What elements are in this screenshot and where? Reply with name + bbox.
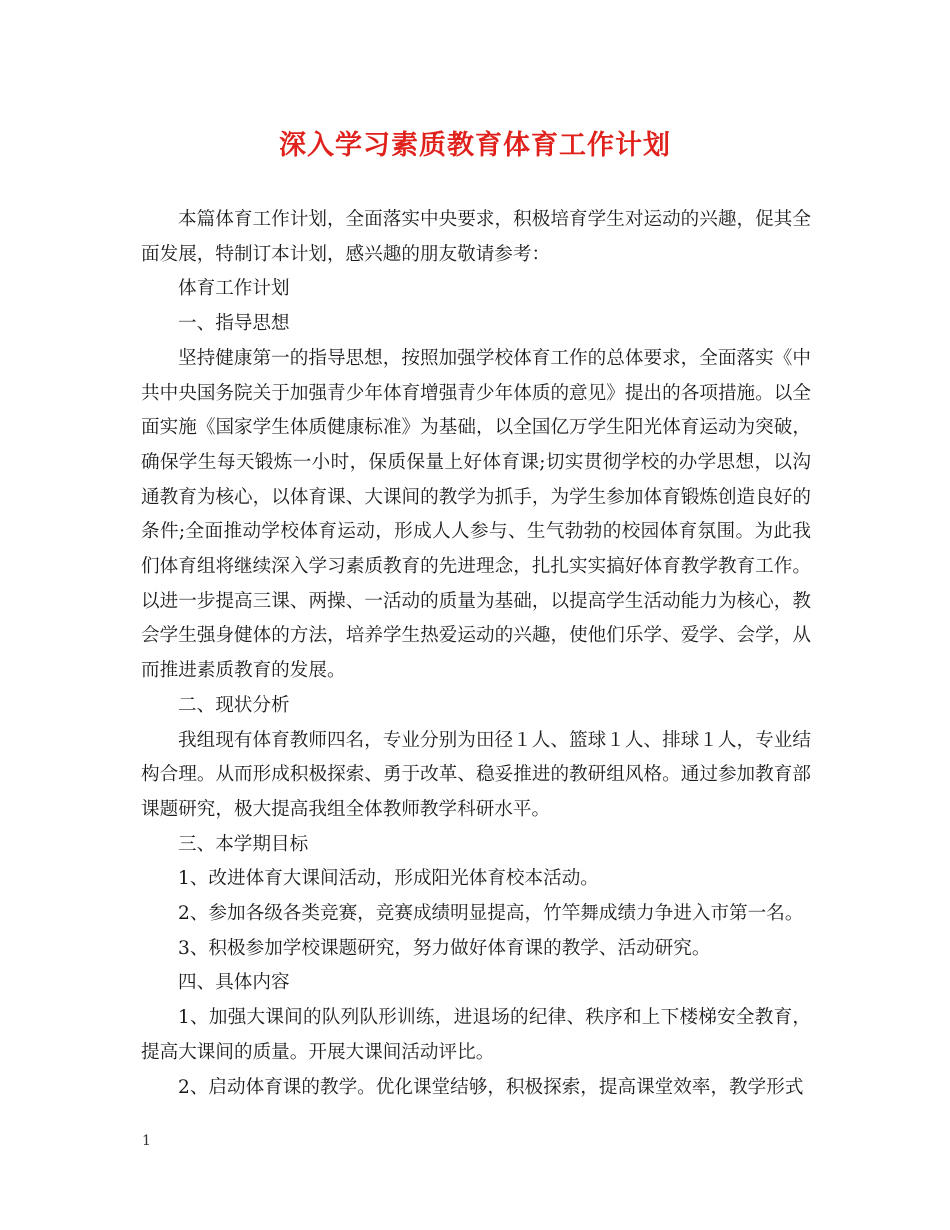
content-item-2: 2、启动体育课的教学。优化课堂结够，积极探索，提高课堂效率，教学形式 — [178, 1076, 804, 1098]
section-heading-guiding-ideology: 一、指导思想 — [178, 313, 290, 335]
page-number: 1 — [142, 1133, 151, 1149]
guiding-ideology-paragraph: 坚持健康第一的指导思想，按照加强学校体育工作的总体要求，全面落实《中共中央国务院关于加强青少年体育增强青少年体质的意见》提出的各项措施。以全面实施《国家学生体质健康标准》为基础，以全国亿万学生阳光体育运动为突破，确保学生每天锻炼一小时，保质保量上好体育课;切实贯彻学校的办学思想，以沟通教育为核心，以体育课、大课间的教学为抓手，为学生参加体育锻炼创造良好的条件;全面推动学校体育运动，形成人人参与、生气勃勃的校园体育氛围。为此我们体育组将继续深入学习素质教育的先进理念，扎扎实实搞好体育教学教育工作。以进一步提高三课、两操、一活动的质量为基础，以提高学生活动能力为核心，教会学生强身健体的方法，培养学生热爱运动的兴趣，使他们乐学、爱学、会学，从而推进素质教育的发展。 — [141, 347, 811, 682]
section-heading-semester-goals: 三、本学期目标 — [178, 833, 309, 855]
section-heading-status-analysis: 二、现状分析 — [178, 694, 290, 716]
intro-paragraph: 本篇体育工作计划，全面落实中央要求，积极培育学生对运动的兴趣，促其全面发展，特制订本计划，感兴趣的朋友敬请参考： — [141, 209, 811, 265]
document-title: 深入学习素质教育体育工作计划 — [279, 130, 671, 161]
status-analysis-paragraph: 我组现有体育教师四名，专业分别为田径１人、篮球１人、排球１人，专业结构合理。从而形成积极探索、勇于改革、稳妥推进的教研组风格。通过参加教育部课题研究，极大提高我组全体教师教学科研水平。 — [141, 729, 811, 820]
content-item-1: 1、加强大课间的队列队形训练，进退场的纪律、秩序和上下楼梯安全教育，提高大课间的质量。开展大课间活动评比。 — [141, 1007, 811, 1063]
document-body — [141, 203, 811, 1105]
section-heading-specific-content: 四、具体内容 — [178, 972, 290, 994]
goal-item-1: 1、改进体育大课间活动，形成阳光体育校本活动。 — [178, 868, 599, 890]
goal-item-2: 2、参加各级各类竞赛，竞赛成绩明显提高，竹竿舞成绩力争进入市第一名。 — [178, 903, 804, 925]
section-heading-plan: 体育工作计划 — [178, 278, 290, 300]
goal-item-3: 3、积极参加学校课题研究，努力做好体育课的教学、活动研究。 — [178, 937, 711, 959]
